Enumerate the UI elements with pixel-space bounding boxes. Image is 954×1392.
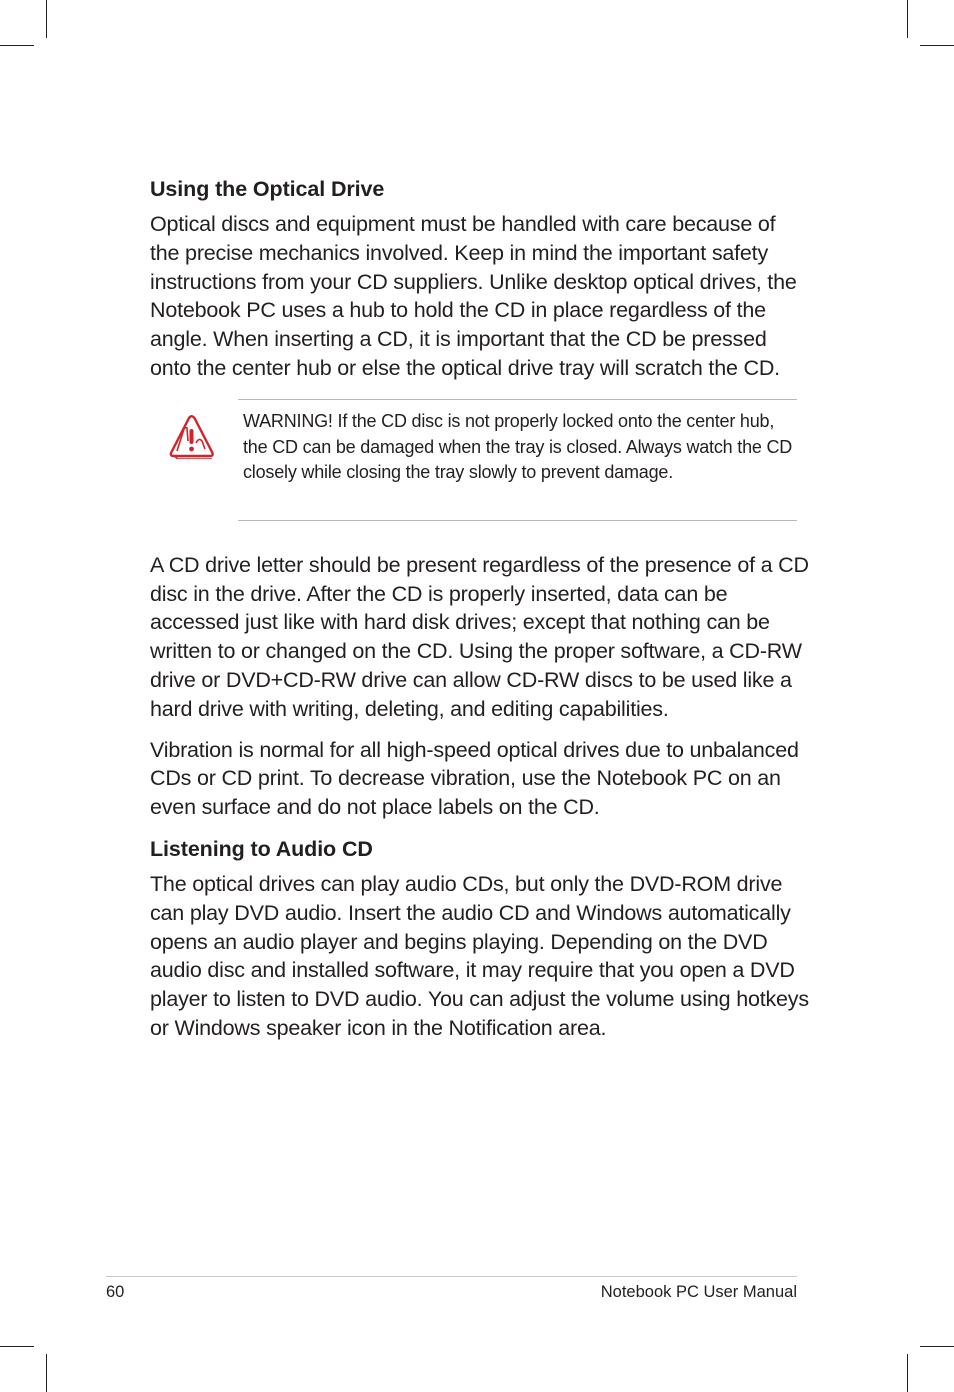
footer-divider <box>106 1276 797 1277</box>
paragraph-cd-drive-letter: A CD drive letter should be present regardless of the presence of a CD disc in the drive. After the CD is properly inserted, data can be accessed just like with hard disk drives; except that nothing can be written to or changed on the CD. Using the proper software, a CD-RW drive or DVD+CD-RW drive can allow CD-RW discs to be used like a hard drive with writing, deleting, and editing capabilities. <box>150 552 809 721</box>
page-number: 60 <box>106 1283 125 1301</box>
warning-callout <box>150 399 810 521</box>
paragraph-audio-cd: The optical drives can play audio CDs, but only the DVD-ROM drive can play DVD audio. Insert the audio CD and Windows automatically opens an audio player and begins playing. Depending on the DVD audio disc and installed software, it may require that you open a DVD player to listen to DVD audio. You can adjust the volume using hotkeys or Windows speaker icon in the Notification area. <box>150 871 809 1040</box>
paragraph-vibration: Vibration is normal for all high-speed optical drives due to unbalanced CDs or CD print. To decrease vibration, use the Notebook PC on an even surface and do not place labels on the CD. <box>150 737 799 820</box>
page-content <box>150 174 810 1055</box>
warning-text: WARNING! If the CD disc is not properly locked onto the center hub, the CD can be damaged when the tray is closed. Always watch the CD closely while closing the tray slowly to prevent damage. <box>243 410 793 483</box>
crop-mark-top-right-v <box>907 0 908 38</box>
section-heading-audio-cd: Listening to Audio CD <box>150 836 373 861</box>
crop-mark-top-right-h <box>920 45 954 46</box>
footer-manual-title: Notebook PC User Manual <box>600 1283 797 1301</box>
crop-mark-top-left-v <box>46 0 47 38</box>
warning-text-box <box>238 399 797 521</box>
crop-mark-bottom-left-h <box>0 1346 34 1347</box>
crop-mark-bottom-right-v <box>907 1354 908 1392</box>
crop-mark-top-left-h <box>0 45 34 46</box>
crop-mark-bottom-left-v <box>46 1354 47 1392</box>
warning-triangle-hand-icon <box>168 415 216 459</box>
section-heading-optical-drive: Using the Optical Drive <box>150 177 385 201</box>
paragraph-optical-drive-care: Optical discs and equipment must be handled with care because of the precise mechanics involved. Keep in mind the important safety instructions from your CD suppliers. Unlike desktop optical drives, the Notebook PC uses a hub to hold the CD in place regardless of the angle. When inserting a CD, it is important that the CD be pressed onto the center hub or else the optical drive tray will scratch the CD. <box>150 212 797 380</box>
crop-mark-bottom-right-h <box>920 1346 954 1347</box>
